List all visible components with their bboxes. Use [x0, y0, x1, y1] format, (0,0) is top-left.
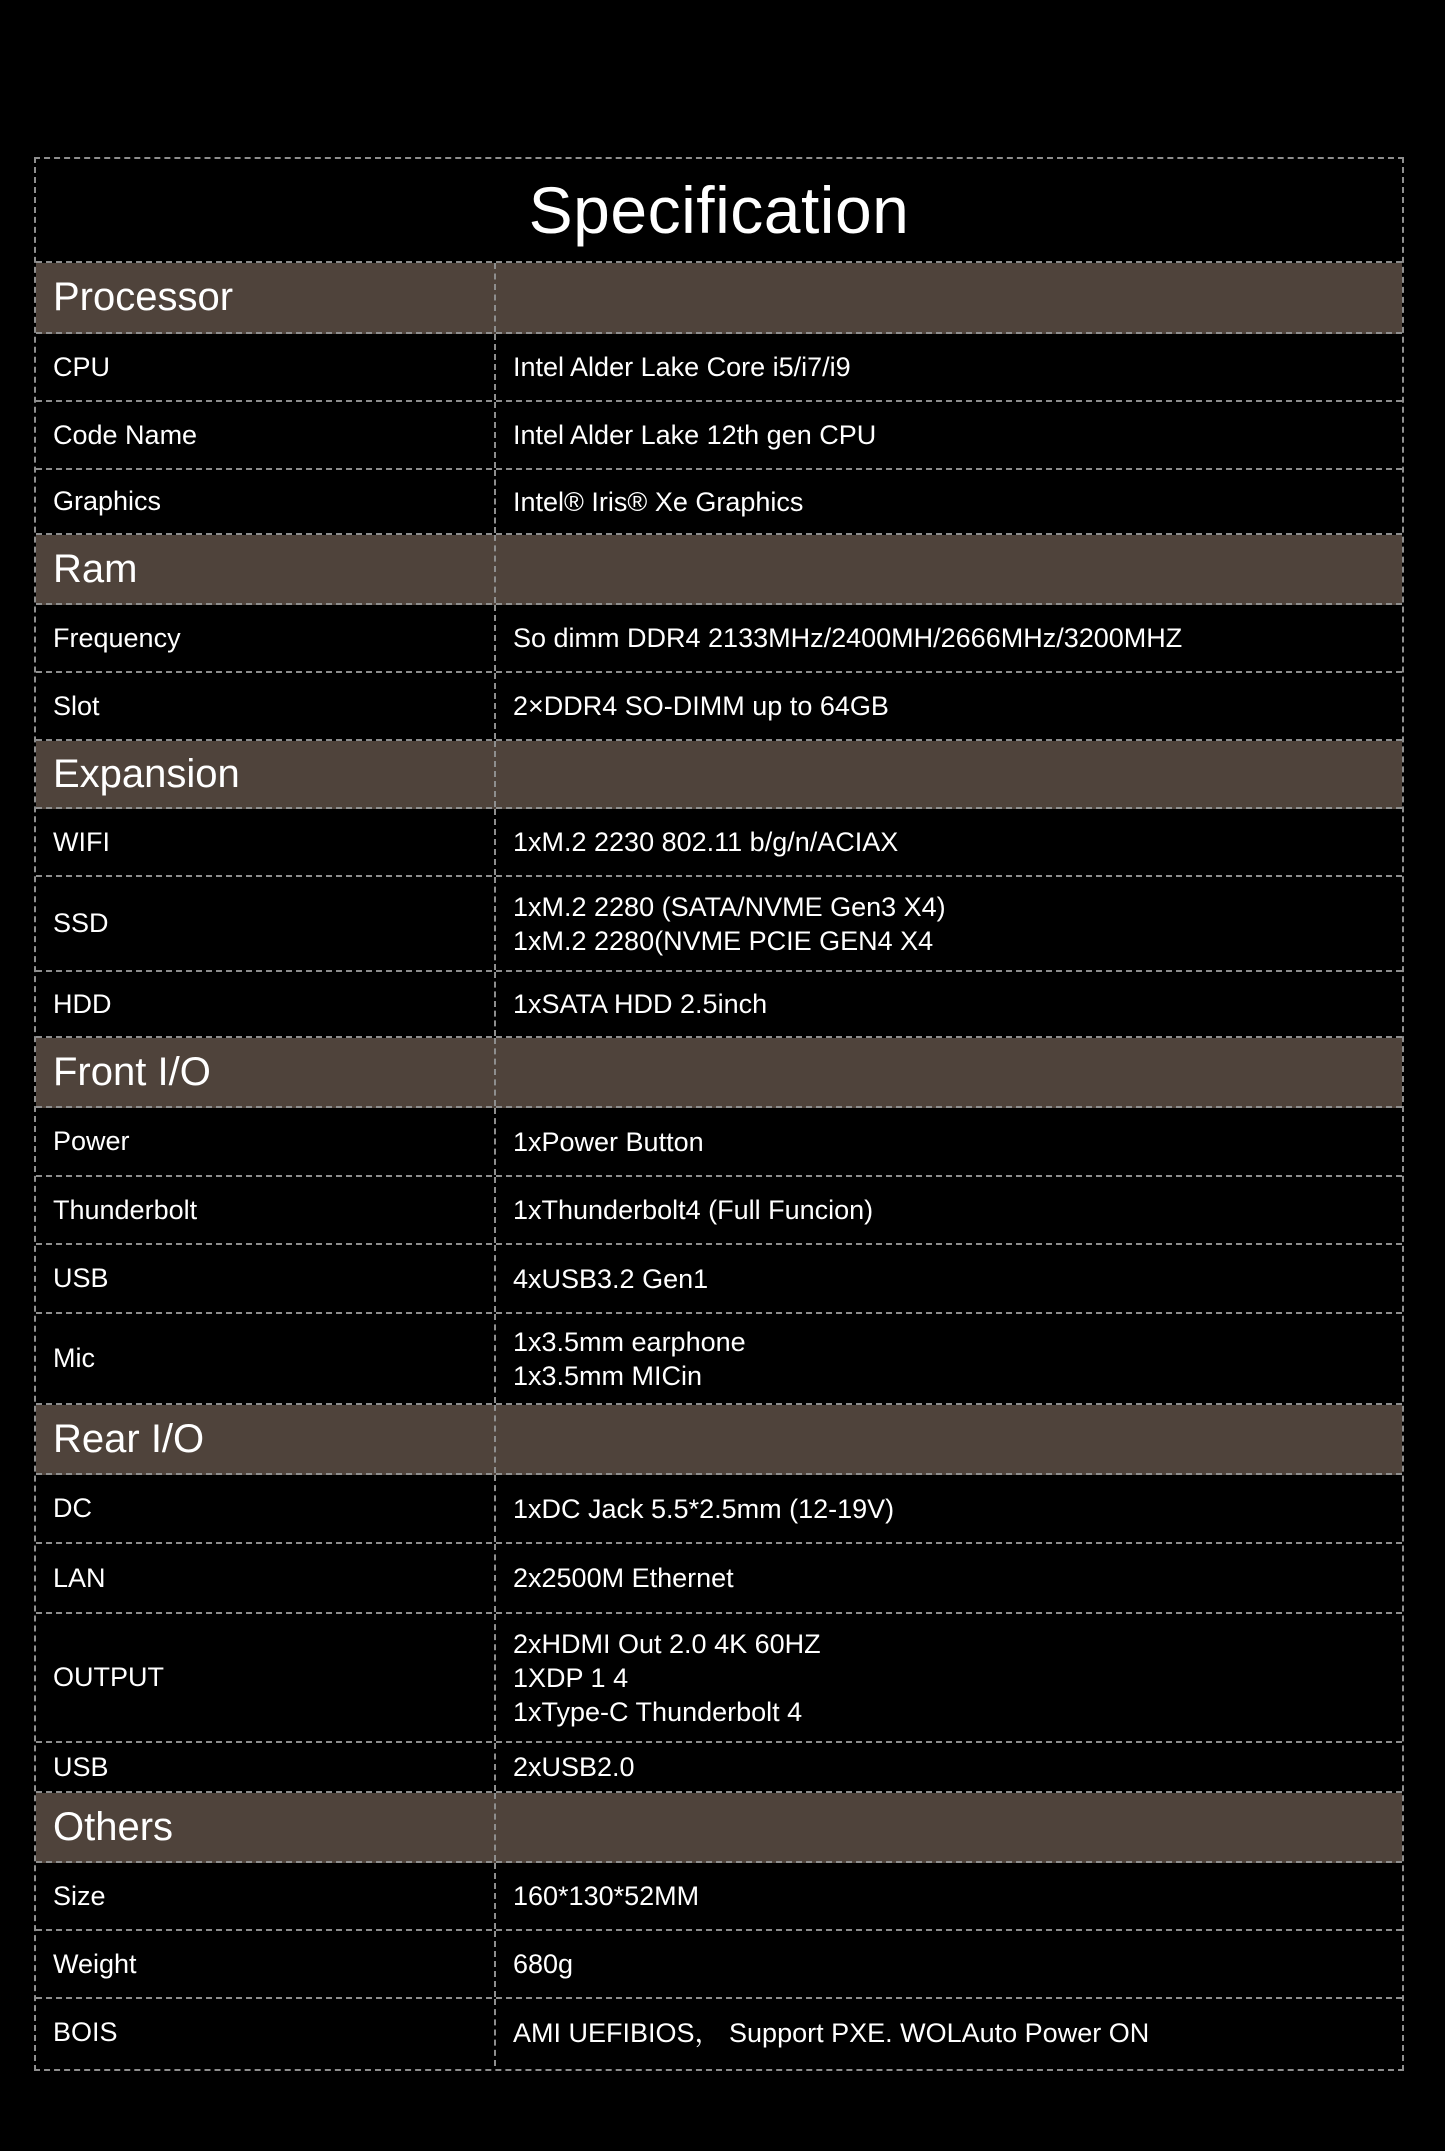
spec-value — [496, 1544, 1402, 1612]
section-title: Processor — [36, 263, 496, 332]
spec-label: Slot — [36, 673, 496, 739]
spec-label: DC — [36, 1475, 496, 1542]
spec-value — [496, 809, 1402, 875]
spec-label: LAN — [36, 1544, 496, 1612]
spec-value — [496, 972, 1402, 1036]
spec-row — [36, 470, 1402, 535]
spec-row — [36, 877, 1402, 972]
spec-value-line: 1xPower Button — [513, 1126, 704, 1157]
spec-value — [496, 402, 1402, 468]
spec-label: Power — [36, 1108, 496, 1175]
spec-value — [496, 1245, 1402, 1312]
spec-value-line: 1xThunderbolt4 (Full Funcion) — [513, 1195, 874, 1225]
spec-row — [36, 1544, 1402, 1614]
spec-value — [496, 263, 1402, 332]
page-title: Specification — [528, 173, 910, 247]
spec-rows — [36, 263, 1402, 2066]
spec-label: USB — [36, 1245, 496, 1312]
spec-table — [34, 157, 1404, 2071]
spec-value-line: 1xM.2 2280(NVME PCIE GEN4 X4 — [513, 925, 934, 956]
spec-value — [496, 1931, 1402, 1997]
section-title: Others — [36, 1793, 496, 1861]
section-title: Front I/O — [36, 1038, 496, 1106]
section-header-row — [36, 1405, 1402, 1475]
spec-value-line: 1xM.2 2280 (SATA/NVME Gen3 X4) — [513, 891, 946, 922]
section-title: Rear I/O — [36, 1405, 496, 1473]
section-header-row — [36, 1038, 1402, 1108]
spec-label: SSD — [36, 877, 496, 970]
spec-label: OUTPUT — [36, 1614, 496, 1741]
spec-value — [496, 877, 1402, 970]
spec-value-line: 1xM.2 2230 802.11 b/g/n/ACIAX — [513, 827, 899, 857]
spec-value-line: 1x3.5mm earphone — [513, 1326, 746, 1357]
spec-value-line: 160*130*52MM — [513, 1881, 700, 1911]
spec-row — [36, 334, 1402, 402]
section-header-row — [36, 535, 1402, 605]
spec-label: Thunderbolt — [36, 1177, 496, 1243]
title-row — [36, 159, 1402, 263]
spec-row — [36, 605, 1402, 673]
spec-label: Code Name — [36, 402, 496, 468]
spec-value — [496, 1475, 1402, 1542]
section-title: Expansion — [36, 741, 496, 807]
spec-value — [496, 1405, 1402, 1473]
spec-value-line: 1XDP 1 4 — [513, 1662, 629, 1693]
spec-row — [36, 1999, 1402, 2066]
spec-value-line: 1xSATA HDD 2.5inch — [513, 989, 768, 1019]
spec-value-line: 2xUSB2.0 — [513, 1752, 635, 1782]
spec-value-line: Intel® Iris® Xe Graphics — [513, 486, 804, 517]
spec-value-line: 1x3.5mm MICin — [513, 1360, 703, 1391]
spec-value-line: So dimm DDR4 2133MHz/2400MH/2666MHz/3200MHZ — [513, 623, 1183, 653]
spec-label: Frequency — [36, 605, 496, 671]
spec-row — [36, 1475, 1402, 1544]
spec-value-line: AMI UEFIBIOS， Support PXE. WOLAuto Power ON — [513, 2017, 1150, 2048]
spec-label: CPU — [36, 334, 496, 400]
spec-row — [36, 809, 1402, 877]
spec-value-line: 2xHDMI Out 2.0 4K 60HZ — [513, 1628, 821, 1659]
spec-row — [36, 1863, 1402, 1931]
spec-row — [36, 1614, 1402, 1743]
spec-value — [496, 605, 1402, 671]
spec-value — [496, 1177, 1402, 1243]
spec-value — [496, 1038, 1402, 1106]
spec-row — [36, 402, 1402, 470]
spec-label: USB — [36, 1743, 496, 1791]
spec-label: BOIS — [36, 1999, 496, 2066]
spec-label: WIFI — [36, 809, 496, 875]
spec-row — [36, 1177, 1402, 1245]
spec-row — [36, 1743, 1402, 1793]
spec-row — [36, 1245, 1402, 1314]
spec-value — [496, 1793, 1402, 1861]
spec-value — [496, 741, 1402, 807]
spec-value — [496, 1314, 1402, 1403]
spec-value — [496, 1999, 1402, 2066]
spec-value — [496, 1108, 1402, 1175]
spec-value — [496, 1743, 1402, 1791]
spec-row — [36, 972, 1402, 1038]
spec-value — [496, 673, 1402, 739]
spec-row — [36, 1108, 1402, 1177]
spec-value — [496, 1614, 1402, 1741]
section-title: Ram — [36, 535, 496, 603]
spec-label: Size — [36, 1863, 496, 1929]
spec-row — [36, 1931, 1402, 1999]
spec-value-line: 1xType-C Thunderbolt 4 — [513, 1696, 803, 1727]
spec-value — [496, 470, 1402, 533]
spec-label: Weight — [36, 1931, 496, 1997]
spec-label: Graphics — [36, 470, 496, 533]
section-header-row — [36, 1793, 1402, 1863]
spec-value-line: Intel Alder Lake 12th gen CPU — [513, 420, 877, 450]
spec-value-line: 2x2500M Ethernet — [513, 1563, 734, 1593]
spec-value-line: 680g — [513, 1949, 574, 1979]
spec-value-line: 1xDC Jack 5.5*2.5mm (12-19V) — [513, 1493, 895, 1524]
section-header-row — [36, 741, 1402, 809]
spec-value-line: 4xUSB3.2 Gen1 — [513, 1263, 709, 1294]
spec-row — [36, 1314, 1402, 1405]
section-header-row — [36, 263, 1402, 334]
spec-value — [496, 1863, 1402, 1929]
spec-label: HDD — [36, 972, 496, 1036]
spec-row — [36, 673, 1402, 741]
spec-value — [496, 334, 1402, 400]
spec-value-line: 2×DDR4 SO-DIMM up to 64GB — [513, 691, 889, 721]
spec-value-line: Intel Alder Lake Core i5/i7/i9 — [513, 352, 851, 382]
spec-label: Mic — [36, 1314, 496, 1403]
spec-value — [496, 535, 1402, 603]
